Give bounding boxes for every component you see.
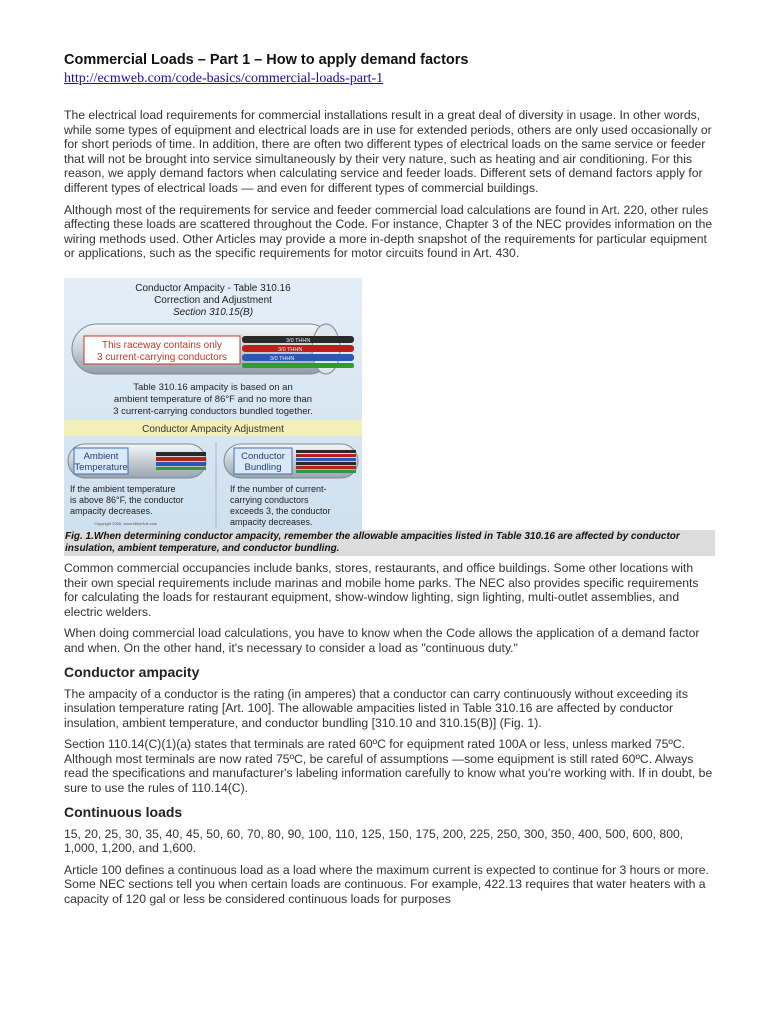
mid-paragraph-2: When doing commercial load calculations, you have to know when the Code allows the application of a demand factor and when. On the other hand, it's necessary to consider a load as "continuous duty.": [64, 626, 700, 655]
ampacity-paragraph-2: Section 110.14(C)(1)(a) states that terminals are rated 60ºC for equipment rated 100A or less, unless marked 75ºC. Although most terminals are now rated 75ºC, be careful of assumptions —some equipment is still rated 60ºC. Always read the specifications and manufacturer's labeling information carefully to know what you're working with. If in doubt, be sure to use the rules of 110.14(C).: [64, 737, 713, 796]
conductor-green: [242, 363, 354, 368]
figure-title-1: Conductor Ampacity - Table 310.16: [135, 282, 291, 294]
ambient-text-1: If the ambient temperature: [70, 483, 176, 494]
intro-paragraph-2: Although most of the requirements for service and feeder commercial load calculations are found in Art. 220, other rules affecting these loads are scattered throughout the Code. For instance, Chapter 3 of the NEC provides information on the wiring methods used. Other Articles may provide a more in-depth snapshot of the requirements for particular equipment or applications, such as the specific requirements for motor circuits found in Art. 430.: [64, 202, 713, 261]
ambient-wire-blue: [156, 462, 206, 466]
wire-label-3: 3/0 THHN: [270, 355, 295, 362]
article-title: Commercial Loads – Part 1 – How to apply demand factors: [64, 52, 469, 68]
bundling-text-3: exceeds 3, the conductor: [230, 505, 331, 516]
figure-conductor-ampacity: [64, 278, 362, 530]
figure-illustration: [64, 278, 362, 530]
bundling-wire-3: [296, 458, 356, 461]
note-line-2: ambient temperature of 86°F and no more than: [113, 393, 313, 405]
bundling-label-2: Bundling: [244, 461, 282, 473]
ambient-label-2: Temperature: [74, 461, 128, 473]
bundling-text-4: ampacity decreases.: [230, 516, 313, 527]
ambient-label-1: Ambient: [83, 450, 119, 462]
ambient-wire-green: [156, 467, 206, 470]
heading-conductor-ampacity: Conductor ampacity: [64, 663, 200, 680]
figure-caption: Fig. 1.When determining conductor ampacity, remember the allowable ampacities listed in Table 310.16 are affected by conductor insulation, ambient temperature, and conductor bundling.: [64, 530, 715, 556]
figure-title-2: Correction and Adjustment: [154, 294, 272, 306]
continuous-paragraph-1: 15, 20, 25, 30, 35, 40, 45, 50, 60, 70, 80, 90, 100, 110, 125, 150, 175, 200, 225, 250, 300, 350, 400, 500, 600, 800, 1,000, 1,200, and 1,600.: [64, 826, 684, 856]
continuous-paragraph-2: Article 100 defines a continuous load as a load where the maximum current is expected to continue for 3 hours or more. Some NEC sections tell you when certain loads are continuous. For example, 422.13 requires that water heaters with a capacity of 120 gal or less be considered continuous loads for purposes: [64, 862, 709, 907]
note-line-1: Table 310.16 ampacity is based on an: [133, 381, 293, 393]
source-link[interactable]: http://ecmweb.com/code-basics/commercial-loads-part-1: [64, 71, 384, 86]
mid-paragraph-1: Common commercial occupancies include banks, stores, restaurants, and office buildings. Some other locations with their own special requirements include marinas and mobile home parks. The NEC also provides specific requirements for calculating the loads for restaurant equipment, show-window lighting, sign lighting, multi-outlet assemblies, and electric welders.: [64, 560, 699, 619]
bundling-wire-1: [296, 450, 356, 453]
bundling-text-1: If the number of current-: [230, 483, 327, 494]
ambient-text-2: is above 86°F, the conductor: [70, 494, 184, 505]
bundling-text-2: carrying conductors: [230, 494, 309, 505]
raceway-label-2: 3 current-carrying conductors: [96, 351, 228, 363]
bundling-wire-4: [296, 462, 356, 465]
bundling-wire-5: [296, 466, 356, 469]
conductor-blue: [242, 354, 354, 361]
ambient-wire-black: [156, 452, 206, 456]
bundling-wire-2: [296, 454, 356, 457]
ambient-wire-red: [156, 457, 206, 461]
figure-title-3: Section 310.15(B): [172, 306, 254, 318]
adjustment-heading: Conductor Ampacity Adjustment: [142, 423, 284, 435]
wire-label-1: 3/0 THHN: [286, 337, 311, 344]
figure-copyright: Copyright 2006, www.MikeHolt.com: [94, 520, 158, 526]
heading-continuous-loads: Continuous loads: [64, 803, 183, 820]
ampacity-paragraph-1: The ampacity of a conductor is the rating (in amperes) that a conductor can carry continuously without exceeding its insulation temperature rating [Art. 100]. The allowable ampacities listed in Table 310.16 are affected by conductor insulation, ambient temperature, and conductor bundling [310.10 and 310.15(B)] (Fig. 1).: [64, 686, 688, 730]
note-line-3: 3 current-carrying conductors bundled together.: [113, 405, 313, 417]
raceway-label-1: This raceway contains only: [101, 339, 223, 351]
article: [64, 50, 714, 914]
wire-label-2: 3/0 THHN: [278, 346, 303, 353]
bundling-wire-6: [296, 470, 356, 473]
bundling-label-1: Conductor: [241, 450, 285, 462]
intro-paragraph-1: The electrical load requirements for commercial installations result in a great deal of diversity in usage. In other words, while some types of equipment and electrical loads are in use for extended periods, others are only used occasionally or for short periods of time. In addition, there are often two different types of electrical loads on the same service or feeder that will not be brought into service simultaneously by their very nature, such as heating and air conditioning. For this reason, we apply demand factors when calculating service and feeder loads. Different sets of demand factors apply for different types of electrical loads — and even for different types of commercial buildings.: [64, 108, 712, 195]
ambient-text-3: ampacity decreases.: [70, 505, 153, 516]
